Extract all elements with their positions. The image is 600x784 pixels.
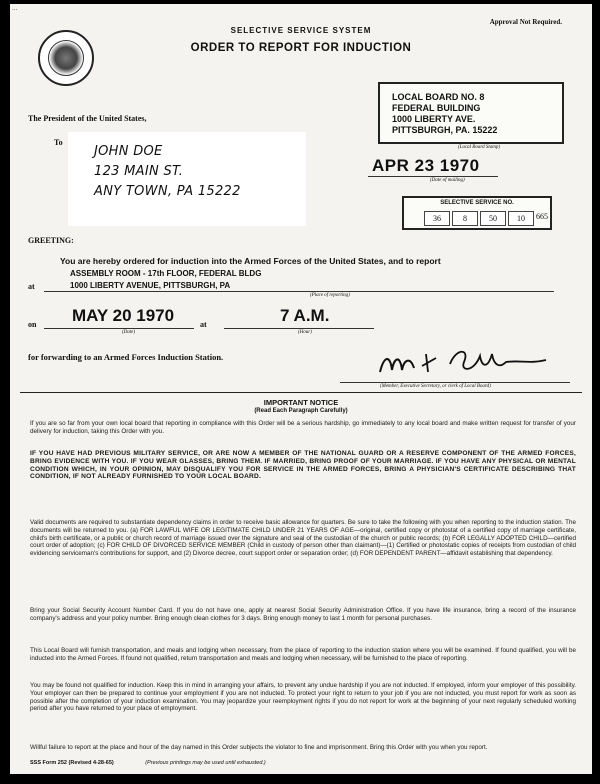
document-title: ORDER TO REPORT FOR INDUCTION <box>190 42 412 54</box>
at-hour-label: at <box>200 320 207 329</box>
notice-paragraph: IF YOU HAVE HAD PREVIOUS MILITARY SERVICE, OR ARE NOW A MEMBER OF THE NATIONAL GUARD OR A RESERVE COMPONENT OF THE ARMED FORCES, BRING EVIDENCE WITH YOU. IF YOU WEAR GLASSES, BRING THEM. IF MARRIED, BRING PROOF OF YOUR MARRIAGE. IF YOU HAVE ANY PHYSICAL OR MENTAL CONDITION WHICH, IN YOUR OPINION, MAY DISQUALIFY YOU FOR SERVICE IN THE ARMED FORCES, BRING A PHYSICIAN'S CERTIFICATE DESCRIBING THAT CONDITION, IF NOT ALREADY FURNISHED TO YOUR LOCAL BOARD. <box>30 450 576 481</box>
notice-paragraph: Valid documents are required to substantiate dependency claims in order to receive basic allowance for quarters. Be sure to take the following with you when reporting to the induction station. The documents will be returned to you. (a) FOR LAWFUL WIFE OR LEGITIMATE CHILD UNDER 21 YEARS OF AGE—original, certified copy or photostat of a certified copy of marriage certificate, child's birth certificate, or a public or church record of marriage issued over the signature and seal of the custodian of the church or public records; (b) FOR LEGALLY ADOPTED CHILD—certified court order of adoption; (c) FOR CHILD OF DIVORCED SERVICE MEMBER (Child in custody of person other than claimant)—(1) Certified or photostatic copies of receipts from custodian of child evidencing serviceman's contributions for support, and (2) Divorce decree, court support order or separation order; (d) FOR DEPENDENT PARENT—affidavit establishing that dependency. <box>30 519 576 558</box>
greeting: GREETING: <box>28 236 74 245</box>
hour-rule <box>224 328 374 329</box>
addressee-lines <box>94 142 241 202</box>
addressee-line: ANY TOWN, PA 15222 <box>94 184 241 199</box>
date-rule <box>44 328 194 329</box>
agency-heading: SELECTIVE SERVICE SYSTEM <box>230 26 372 35</box>
local-board-line: PITTSBURGH, PA. 15222 <box>392 125 498 135</box>
to-label: To <box>54 138 63 147</box>
form-footer <box>30 760 266 766</box>
notice-subtitle: (Read Each Paragraph Carefully) <box>254 408 348 414</box>
addressee-box <box>68 132 306 226</box>
notice-paragraph: This Local Board will furnish transportation, and meals and lodging when necessary, from the place of reporting to the induction station where you will be examined. If found qualified, you will be inducted into the Armed Forces. If found not qualified, return transportation and meals and lodging when necessary, will be furnished to the place of reporting. <box>30 647 576 662</box>
mailing-date-caption: (Date of mailing) <box>430 178 465 183</box>
report-date: MAY 20 1970 <box>72 306 175 325</box>
at-label: at <box>28 282 35 291</box>
reporting-place-line-2: 1000 LIBERTY AVENUE, PITTSBURGH, PA <box>70 281 231 290</box>
local-board-line: LOCAL BOARD NO. 8 <box>392 92 485 102</box>
previous-printings-note: (Previous printings may be used until exhausted.) <box>145 760 266 766</box>
ssn-cells <box>424 211 536 226</box>
mailing-date: APR 23 1970 <box>372 156 480 175</box>
addressee-line: 123 MAIN ST. <box>94 164 184 179</box>
ssn-cell: 50 <box>480 211 506 226</box>
local-board-line: FEDERAL BUILDING <box>392 103 481 113</box>
place-rule <box>44 291 554 292</box>
notice-paragraph: Willful failure to report at the place and hour of the day named in this Order subjects the violator to fine and imprisonment. Bring this Order with you when you report. <box>30 744 488 751</box>
notice-title: IMPORTANT NOTICE <box>263 398 339 407</box>
local-board-caption: (Local Board Stamp) <box>458 145 501 150</box>
form-number: SSS Form 252 (Revised 4-28-65) <box>30 760 114 766</box>
selective-service-seal-icon <box>38 30 94 86</box>
ssn-cell: 8 <box>452 211 478 226</box>
approval-note: Approval Not Required. <box>489 18 562 26</box>
local-board-lines <box>392 92 497 136</box>
ssn-extra: 665 <box>536 212 548 221</box>
notice-paragraph: You may be found not qualified for induction. Keep this in mind in arranging your affairs, to prevent any undue hardship if you are not inducted. If employed, inform your employer of this possibility. Your employer can then be prepared to continue your employment if you are not inducted. To protect your right to return to your job if you are not inducted, you must report for work as soon as possible after the completion of your induction examination. You may jeopardize your reemployment rights if you do not report for work at the beginning of your next regularly scheduled working period after you have returned to your place of employment. <box>30 682 576 713</box>
signature <box>370 342 570 382</box>
reporting-place-line-1: ASSEMBLY ROOM - 17th FLOOR, FEDERAL BLDG <box>70 269 262 278</box>
hour-caption: (Hour) <box>298 330 312 335</box>
induction-order-document <box>10 4 592 774</box>
ssn-title: SELECTIVE SERVICE NO. <box>440 200 514 206</box>
local-board-stamp <box>378 82 564 144</box>
on-label: on <box>28 320 37 329</box>
selective-service-number-box <box>402 196 552 230</box>
notice-paragraph: If you are so far from your own local board that reporting in compliance with this Order will be a serious hardship, go immediately to any local board and make written request for transfer of your delivery for induction, taking this Order with you. <box>30 420 576 435</box>
notice-paragraph: Bring your Social Security Account Number Card. If you do not have one, apply at nearest Social Security Administration Office. If you have life insurance, bring a record of the insurance company's address and your policy number. Bring enough clean clothes for 3 days. Bring enough money to last 1 month for personal purchases. <box>30 607 576 622</box>
section-divider <box>20 392 582 393</box>
president-line: The President of the United States, <box>28 114 147 123</box>
ordered-text: You are hereby ordered for induction into the Armed Forces of the United States, and to report <box>60 256 441 266</box>
local-board-line: 1000 LIBERTY AVE. <box>392 114 476 124</box>
mailing-date-rule <box>368 176 498 177</box>
ssn-cell: 10 <box>508 211 534 226</box>
place-caption: (Place of reporting) <box>310 293 350 298</box>
report-time: 7 A.M. <box>280 306 330 325</box>
forwarding-text: for forwarding to an Armed Forces Induction Station. <box>28 352 224 362</box>
addressee-line: JOHN DOE <box>94 144 163 159</box>
date-caption: (Date) <box>122 330 136 335</box>
ssn-cell: 36 <box>424 211 450 226</box>
signature-caption: (Member, Executive Secretary, or clerk of Local Board) <box>380 384 491 389</box>
signature-rule <box>340 382 570 383</box>
corner-mark: ... <box>12 4 18 12</box>
